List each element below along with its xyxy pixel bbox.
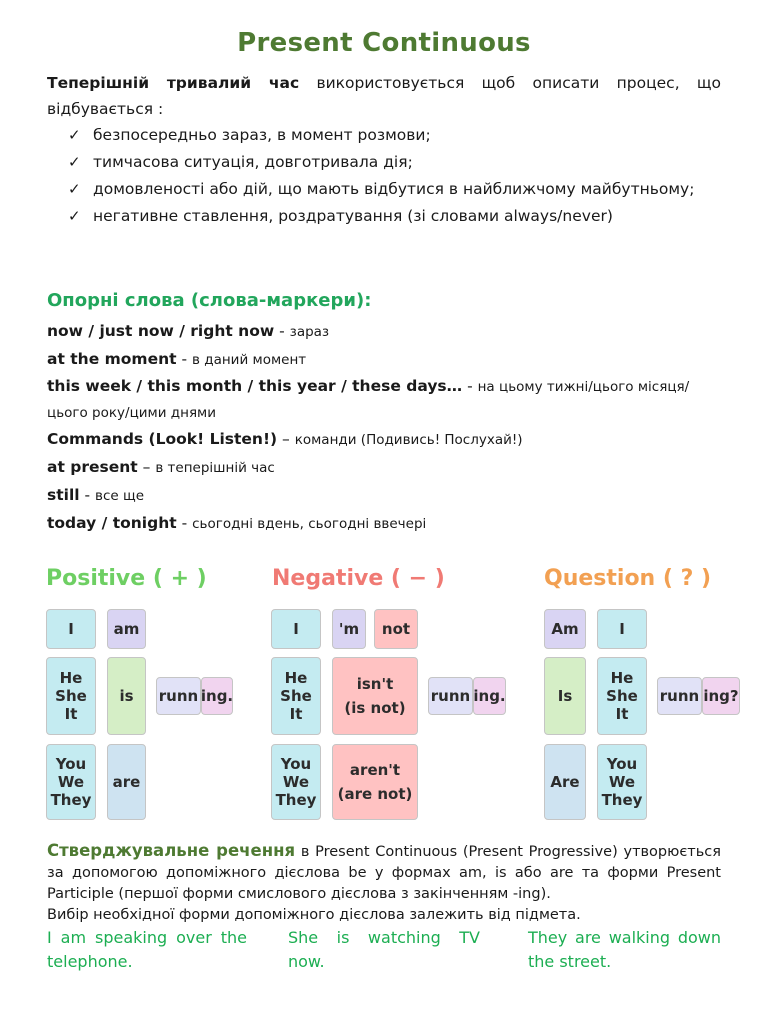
pronoun-you: You bbox=[280, 755, 312, 773]
marker-dash: – bbox=[277, 430, 295, 448]
marker-dash: - bbox=[274, 322, 290, 340]
aux-am-cell: am bbox=[107, 609, 146, 649]
intro-paragraph bbox=[47, 70, 721, 122]
marker-row bbox=[47, 374, 727, 426]
question-heading: Question ( ? ) bbox=[544, 566, 712, 591]
pronoun-you-we-they-cell bbox=[46, 744, 96, 820]
pronoun-you-we-they-cell bbox=[271, 744, 321, 820]
marker-ua: в теперішній час bbox=[155, 460, 275, 476]
intro-text: використовується щоб описати процес, що відбувається : bbox=[47, 74, 722, 118]
pronoun-he-she-it-cell bbox=[597, 657, 647, 735]
marker-dash: - bbox=[176, 350, 192, 368]
marker-en: at the moment bbox=[47, 350, 177, 368]
markers-list bbox=[47, 318, 727, 538]
aux-is-cell: Is bbox=[544, 657, 586, 735]
pronoun-it: It bbox=[289, 705, 303, 723]
marker-en: Commands (Look! Listen!) bbox=[47, 430, 278, 448]
pronoun-she: She bbox=[606, 687, 638, 705]
marker-ua: сьогодні вдень, сьогодні ввечері bbox=[192, 516, 427, 532]
pronoun-they: They bbox=[275, 791, 317, 809]
pronoun-i-cell: I bbox=[46, 609, 96, 649]
aux-isnt: isn't bbox=[356, 675, 394, 693]
marker-dash: - bbox=[176, 514, 193, 532]
check-icon: ✓ bbox=[68, 207, 81, 225]
intro-term: Теперішній тривалий час bbox=[47, 74, 300, 92]
pronoun-he: He bbox=[284, 669, 308, 687]
marker-ua: в даний момент bbox=[191, 352, 307, 368]
check-icon: ✓ bbox=[68, 153, 81, 171]
aux-isnt-cell bbox=[332, 657, 418, 735]
marker-en: now / just now / right now bbox=[47, 322, 275, 340]
rule-title: Стверджувальне речення bbox=[47, 841, 296, 860]
aux-are-cell: Are bbox=[544, 744, 586, 820]
markers-heading: Опорні слова (слова-маркери): bbox=[47, 290, 372, 311]
marker-ua: команди (Подивись! Послухай!) bbox=[294, 432, 523, 448]
marker-ua: зараз bbox=[289, 324, 330, 340]
usage-text: домовленості або дій, що мають відбутися в найближчому майбутньому; bbox=[93, 180, 695, 198]
pronoun-i-cell: I bbox=[597, 609, 647, 649]
marker-row bbox=[47, 426, 727, 454]
aux-m-cell: 'm bbox=[332, 609, 366, 649]
pronoun-they: They bbox=[50, 791, 92, 809]
pronoun-we: We bbox=[608, 773, 636, 791]
pronoun-it: It bbox=[64, 705, 78, 723]
usage-list bbox=[68, 122, 722, 230]
positive-heading: Positive ( + ) bbox=[46, 566, 207, 591]
usage-text: безпосередньо зараз, в момент розмови; bbox=[93, 126, 431, 144]
marker-en: this week / this month / this year / these days… bbox=[47, 377, 463, 395]
verb-ending-cell: ing. bbox=[201, 677, 233, 715]
negative-heading: Negative ( − ) bbox=[272, 566, 445, 591]
example-sentence: I am speaking over the telephone. bbox=[47, 928, 247, 971]
usage-item bbox=[68, 122, 722, 149]
aux-are-cell: are bbox=[107, 744, 146, 820]
aux-is-cell: is bbox=[107, 657, 146, 735]
check-icon: ✓ bbox=[68, 126, 81, 144]
not-cell: not bbox=[374, 609, 418, 649]
pronoun-they: They bbox=[601, 791, 643, 809]
example-sentence: They are walking down the street. bbox=[528, 928, 721, 971]
aux-is-not: (is not) bbox=[344, 699, 406, 717]
marker-row bbox=[47, 510, 727, 538]
pronoun-he: He bbox=[610, 669, 634, 687]
aux-arent-cell bbox=[332, 744, 418, 820]
pronoun-you: You bbox=[606, 755, 638, 773]
marker-en: at present bbox=[47, 458, 138, 476]
marker-dash: – bbox=[137, 458, 156, 476]
aux-arent: aren't bbox=[349, 761, 401, 779]
marker-dash: - bbox=[462, 377, 478, 395]
rule-paragraph bbox=[47, 840, 721, 926]
marker-dash: - bbox=[79, 486, 96, 504]
usage-item bbox=[68, 176, 722, 203]
pronoun-she: She bbox=[280, 687, 312, 705]
usage-text: тимчасова ситуація, довготривала дія; bbox=[93, 153, 413, 171]
verb-stem-cell: runn bbox=[657, 677, 702, 715]
pronoun-we: We bbox=[282, 773, 310, 791]
verb-ending-cell: ing. bbox=[473, 677, 506, 715]
pronoun-he-she-it-cell bbox=[271, 657, 321, 735]
rule-text-2: Вибір необхідної форми допоміжного дієслова залежить від підмета. bbox=[47, 907, 581, 923]
example-sentence: She is watching TV now. bbox=[288, 928, 480, 971]
rule-text: в Present Continuous (Present Progressive) утворюється за допомогою допоміжного дієслова be у формах am, is або are та форми Present Participle (першої форми смислового дієслова з закінченням -ing). bbox=[47, 844, 721, 902]
marker-ua: все ще bbox=[95, 488, 145, 504]
pronoun-you: You bbox=[55, 755, 87, 773]
pronoun-he: He bbox=[59, 669, 83, 687]
marker-row bbox=[47, 346, 727, 374]
page-title: Present Continuous bbox=[237, 28, 531, 58]
marker-row bbox=[47, 482, 727, 510]
verb-ending-cell: ing? bbox=[702, 677, 740, 715]
verb-stem-cell: runn bbox=[156, 677, 201, 715]
usage-item bbox=[68, 149, 722, 176]
pronoun-we: We bbox=[57, 773, 85, 791]
usage-item bbox=[68, 203, 722, 230]
pronoun-she: She bbox=[55, 687, 87, 705]
marker-en: still bbox=[47, 486, 80, 504]
check-icon: ✓ bbox=[68, 180, 81, 198]
marker-row bbox=[47, 454, 727, 482]
aux-are-not: (are not) bbox=[337, 785, 413, 803]
marker-row bbox=[47, 318, 727, 346]
pronoun-it: It bbox=[615, 705, 629, 723]
pronoun-i-cell: I bbox=[271, 609, 321, 649]
usage-text: негативне ставлення, роздратування (зі словами always/never) bbox=[93, 207, 613, 225]
marker-en: today / tonight bbox=[47, 514, 177, 532]
marker-ua: на цьому тижні/цього місяця/цього року/цими днями bbox=[47, 379, 690, 421]
pronoun-he-she-it-cell bbox=[46, 657, 96, 735]
aux-am-cell: Am bbox=[544, 609, 586, 649]
pronoun-you-we-they-cell bbox=[597, 744, 647, 820]
verb-stem-cell: runn bbox=[428, 677, 473, 715]
